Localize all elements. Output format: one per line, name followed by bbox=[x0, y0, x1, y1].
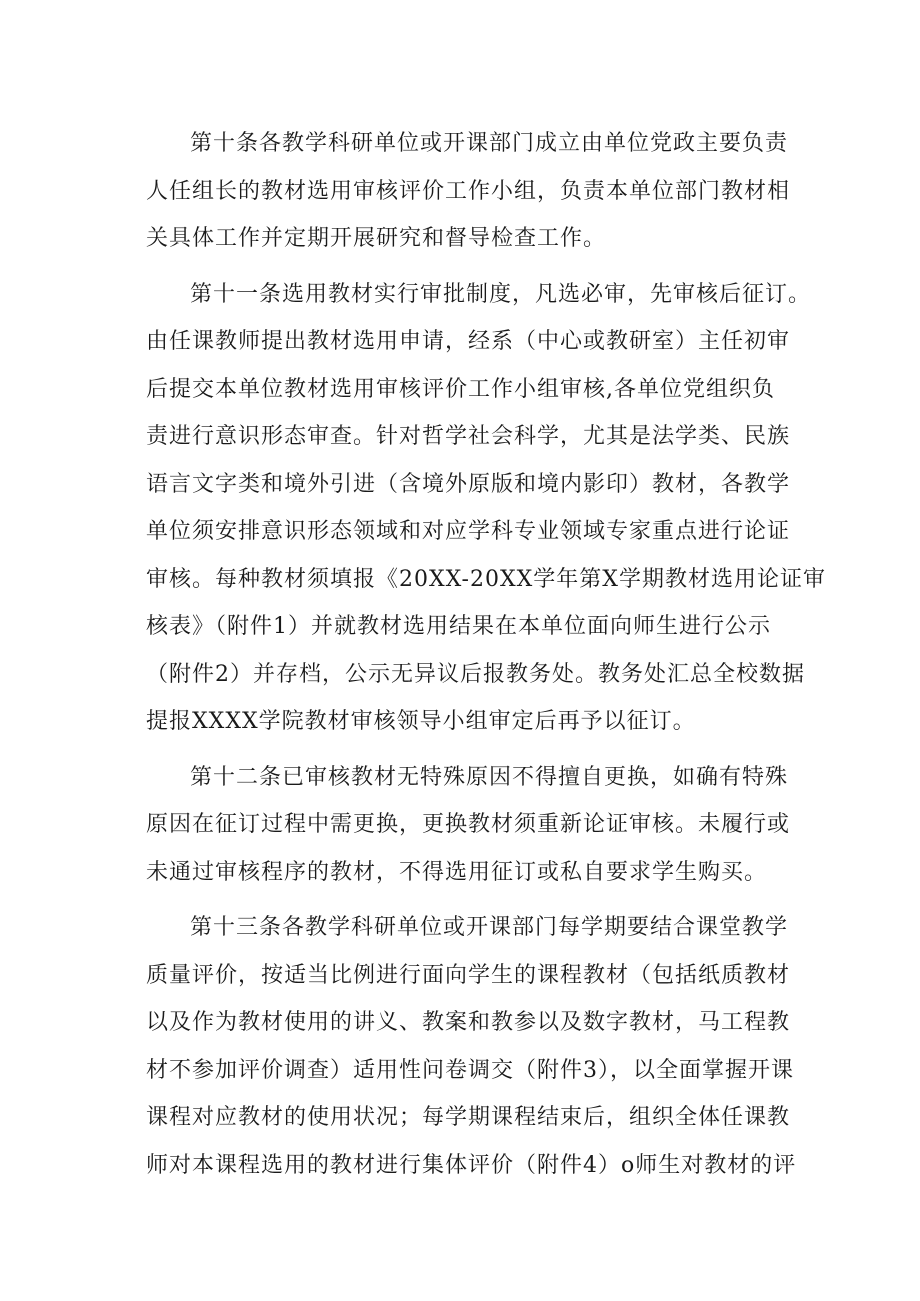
text-line: 人任组长的教材选用审核评价工作小组，负责本单位部门教材相 bbox=[146, 178, 791, 204]
text-line: 后提交本单位教材选用审核评价工作小组审核,各单位党组织负 bbox=[146, 376, 775, 402]
text-line: 审核。每种教材须填报《20XX-20XX学年第X学期教材选用论证审 bbox=[146, 566, 826, 592]
paragraph-article-12 bbox=[146, 754, 796, 897]
text-line: 由任课教师提出教材选用申请，经系（中心或教研室）主任初审 bbox=[146, 329, 791, 354]
document-body bbox=[146, 120, 826, 1189]
text-line: 语言文字类和境外引进（含境外原版和境内影印）教材，各教学 bbox=[146, 471, 791, 497]
text-line: （附件2）并存档，公示无异议后报教务处。教务处汇总全校数据 bbox=[146, 661, 805, 687]
text-line: 未通过审核程序的教材，不得选用征订或私自要求学生购买。 bbox=[146, 859, 768, 885]
text-line: 第十条各教学科研单位或开课部门成立由单位党政主要负责 bbox=[190, 131, 789, 156]
text-line: 材不参加评价调查）适用性问卷调交（附件3），以全面掌握开课 bbox=[146, 1057, 794, 1083]
text-line: 第十一条选用教材实行审批制度，凡选必审，先审核后征订。 bbox=[190, 281, 812, 307]
text-line: 以及作为教材使用的讲义、教案和教参以及数字教材，马工程教 bbox=[146, 1010, 791, 1035]
text-line: 原因在征订过程中需更换，更换教材须重新论证审核。未履行或 bbox=[146, 812, 791, 837]
text-line: 课程对应教材的使用状况；每学期课程结束后，组织全体任课教 bbox=[146, 1105, 791, 1130]
text-line: 责进行意识形态审查。针对哲学社会科学，尤其是法学类、民族 bbox=[146, 424, 791, 449]
paragraph-article-13 bbox=[146, 904, 796, 1189]
text-line: 关具体工作并定期开展研究和督导检查工作。 bbox=[146, 226, 607, 251]
paragraph-article-11 bbox=[146, 271, 826, 746]
text-line: 第十三条各教学科研单位或开课部门每学期要结合课堂教学 bbox=[190, 915, 789, 940]
text-line: 第十二条已审核教材无特殊原因不得擅自更换，如确有特殊 bbox=[190, 764, 789, 790]
text-line: 核表》（附件1）并就教材选用结果在本单位面向师生进行公示 bbox=[146, 614, 771, 639]
text-line: 质量评价，按适当比例进行面向学生的课程教材（包括纸质教材 bbox=[146, 962, 791, 988]
text-line: 单位须安排意识形态领域和对应学科专业领域专家重点进行论证 bbox=[146, 519, 791, 544]
text-line: 提报XXXX学院教材审核领导小组审定后再予以征订。 bbox=[146, 709, 696, 734]
paragraph-article-10 bbox=[146, 120, 796, 263]
text-line: 师对本课程选用的教材进行集体评价（附件4）o师生对教材的评 bbox=[146, 1152, 797, 1178]
